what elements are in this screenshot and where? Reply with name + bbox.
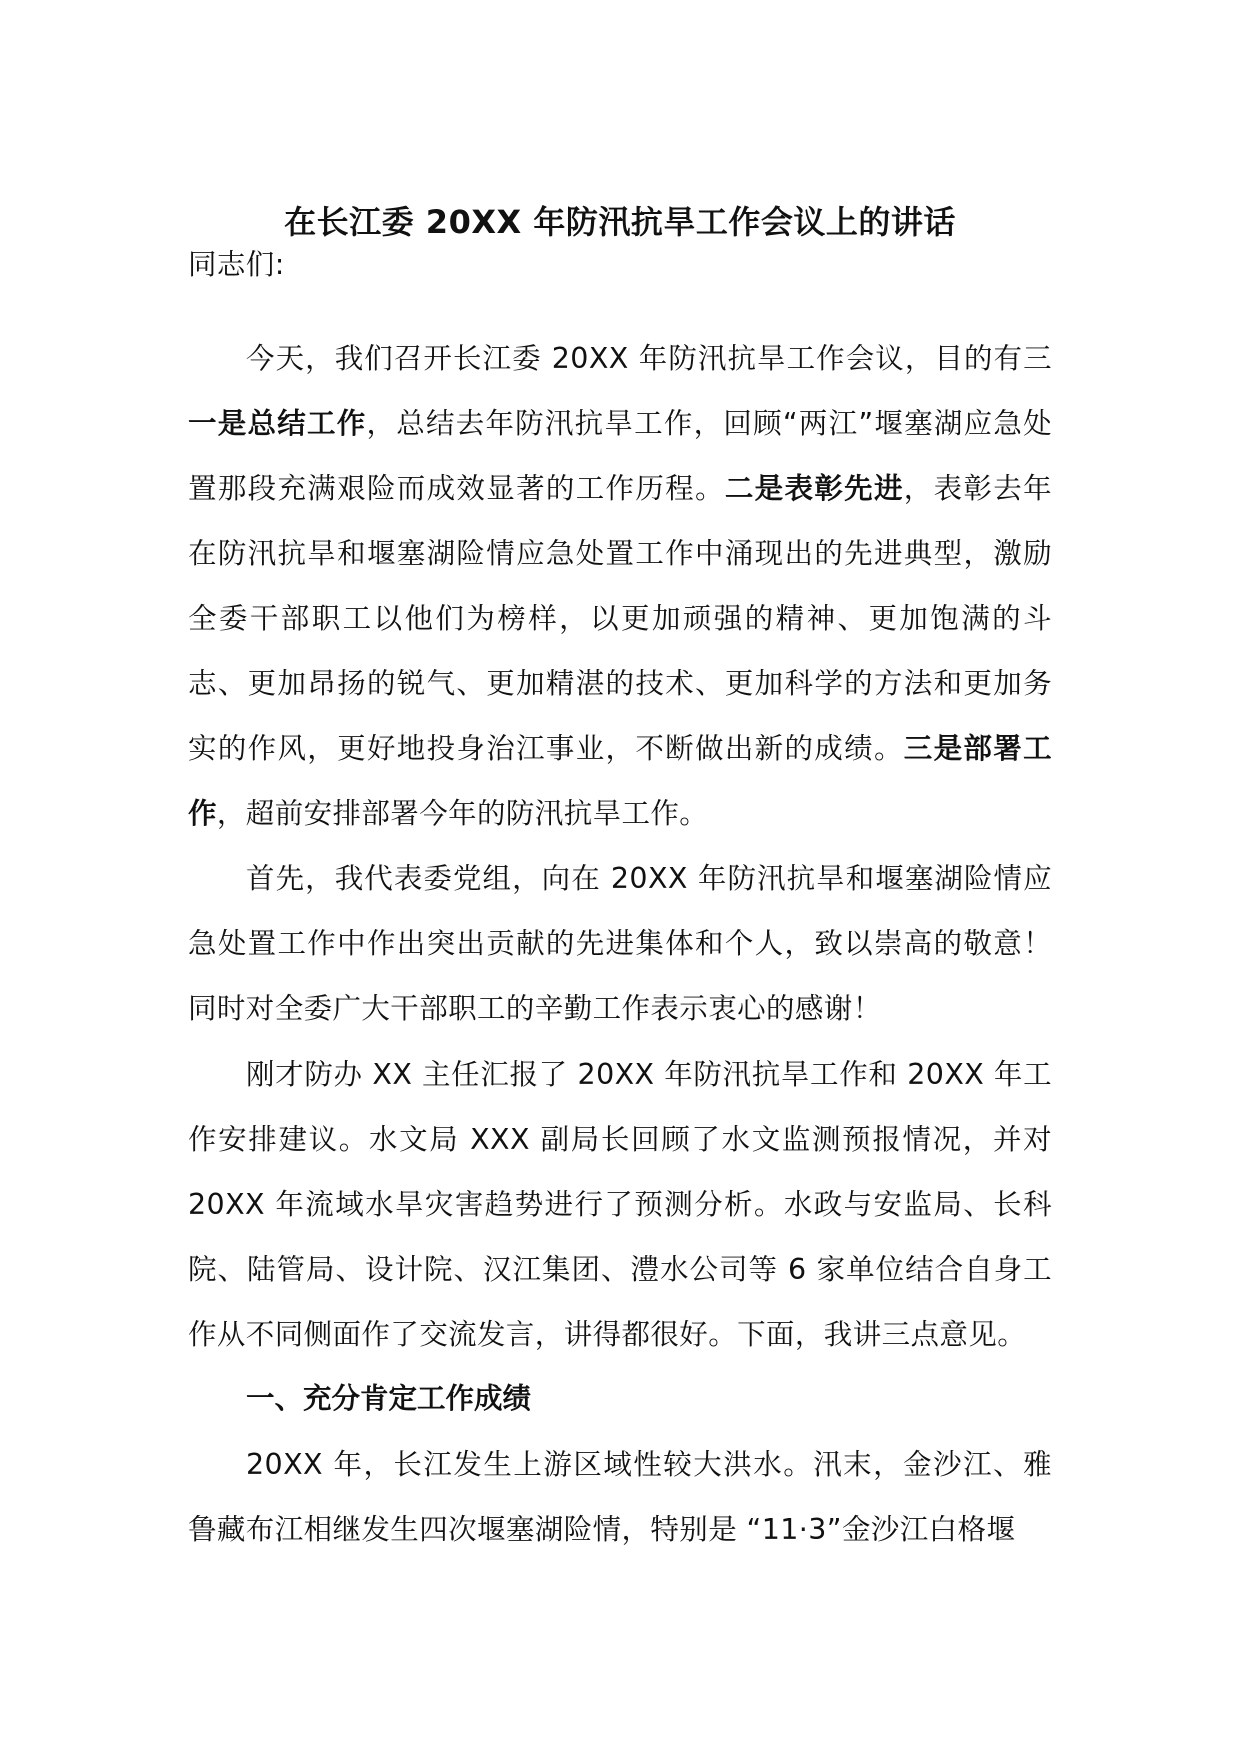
paragraph-flood-review: 20XX 年，长江发生上游区域性较大洪水。汛末，金沙江、雅鲁藏布江相继发生四次堰塞湖险情，特别是 “11·3”金沙江白格堰 [188, 1448, 1052, 1546]
document-title: 在长江委 20XX 年防汛抗旱工作会议上的讲话 [284, 203, 956, 241]
point2-label: 二是表彰先进 [724, 472, 904, 505]
point2-text: ，表彰去年在防汛抗旱和堰塞湖险情应急处置工作中涌现出的先进典型，激励全委干部职工以他们为榜样，以更加顽强的精神、更加饱满的斗志、更加昂扬的锐气、更加精湛的技术、更加科学的方法和更加务实的作风，更好地投身治江事业，不断做出新的成绩。 [188, 472, 1052, 765]
point3-label: 三是部署工作 [188, 732, 1052, 830]
point1-label: 一是总结工作 [188, 407, 367, 440]
point3-text: ，超前安排部署今年的防汛抗旱工作。 [216, 797, 709, 830]
paragraph-intro: 今天，我们召开长江委 20XX 年防汛抗旱工作会议，目的有三 [246, 342, 1052, 375]
section-heading: 一、充分肯定工作成绩 [246, 1382, 532, 1415]
salutation: 同志们: [188, 248, 285, 281]
paragraph-reports: 刚才防办 XX 主任汇报了 20XX 年防汛抗旱工作和 20XX 年工作安排建议。水文局 XXX 副局长回顾了水文监测预报情况，并对 20XX 年流域水旱灾害趋势进行了预测分析。水政与安监局、长科院、陆管局、设计院、汉江集团、澧水公司等 6 家单位结合自身工作从不同侧面作了交流发言，讲得都很好。下面，我讲三点意见。 [188, 1058, 1052, 1351]
point1-text: ，总结去年防汛抗旱工作，回顾“两江”堰塞湖应急处置那段充满艰险而成效显著的工作历程。 [188, 407, 1052, 505]
paragraph-purpose [188, 326, 1052, 846]
paragraph-gratitude: 首先，我代表委党组，向在 20XX 年防汛抗旱和堰塞湖险情应急处置工作中作出突出贡献的先进集体和个人，致以崇高的敬意！同时对全委广大干部职工的辛勤工作表示衷心的感谢！ [188, 862, 1052, 1025]
